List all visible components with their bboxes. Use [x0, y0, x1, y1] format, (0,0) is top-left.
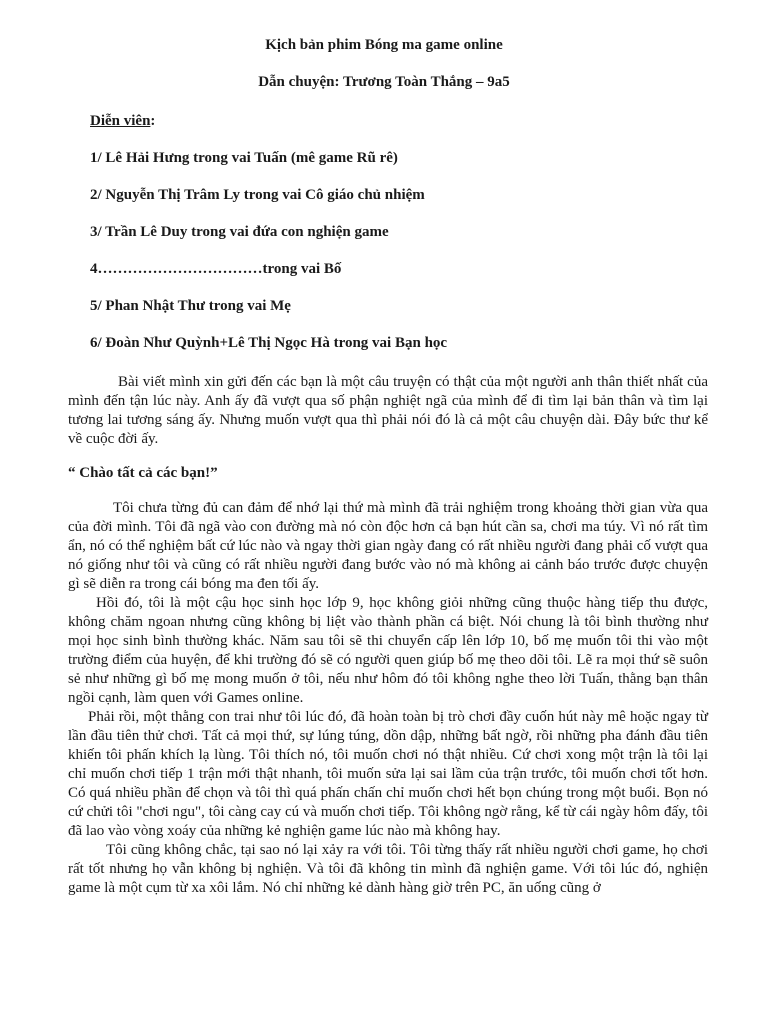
- story-paragraph: Tôi chưa từng đủ can đảm để nhớ lại thứ mà mình đã trải nghiệm trong khoảng thời gian vừa qua của đời mình. Tôi đã ngã vào con đường mà nó còn độc hơn cả bạn hút cần sa, chơi ma túy. Vì nó rất tìm ẩn, nó có thể nghiệm bất cứ lúc nào và ngay thời gian ngày đang có rất nhiều người đang phải cố vượt qua nó giống như tôi và cũng có rất nhiều người đang bước vào nó mà không ai cảnh báo trước được chuyện gì sẽ diễn ra trong cái bóng ma đen tối ấy.: [68, 500, 708, 592]
- cast-item: 5/ Phan Nhật Thư trong vai Mẹ: [90, 298, 291, 314]
- cast-heading: [90, 112, 155, 131]
- intro-paragraph: Bài viết mình xin gửi đến các bạn là một câu truyện có thật của một người anh thân thiết nhất của mình đến tận lúc này. Anh ấy đã vượt qua số phận nghiệt ngã của mình để đi tìm lại bản thân và tìm lại tương lai tương sáng ấy. Nhưng muốn vượt qua thì phải nói đó là cả một câu chuyện dài. Đây bức thư kể về cuộc đời ấy.: [68, 374, 708, 447]
- cast-item: 6/ Đoàn Như Quỳnh+Lê Thị Ngọc Hà trong vai Bạn học: [90, 335, 448, 351]
- story-body: [68, 373, 708, 898]
- cast-item: 4……………………………trong vai Bố: [90, 261, 342, 277]
- cast-list: [90, 149, 447, 371]
- document-title: Kịch bản phim Bóng ma game online: [265, 37, 503, 53]
- cast-item: 2/ Nguyễn Thị Trâm Ly trong vai Cô giáo chủ nhiệm: [90, 187, 425, 203]
- greeting-line: “ Chào tất cả các bạn!”: [68, 465, 218, 481]
- cast-item: 1/ Lê Hải Hưng trong vai Tuấn (mê game Rũ rê): [90, 150, 398, 166]
- story-paragraph: Hồi đó, tôi là một cậu học sinh học lớp 9, học không giỏi những cũng thuộc hàng tiếp thu được, không chăm ngoan nhưng cũng không bị liệt vào thành phần cá biệt. Nói chung là tôi bình thường như mọi học sinh bình thường khác. Năm sau tôi sẽ thi chuyển cấp lên lớp 10, bố mẹ muốn tôi thi vào một trường điểm của huyện, để khi trường đó sẽ có người quen giúp bố mẹ theo dõi tôi. Lẽ ra mọi thứ sẽ suôn sẻ như những gì bố mẹ mong muốn ở tôi, nếu như hôm đó tôi không nghe theo lời Tuấn, thằng bạn thân ngồi cạnh, làm quen với Games online.: [68, 595, 708, 706]
- cast-item: 3/ Trần Lê Duy trong vai đứa con nghiện game: [90, 224, 389, 240]
- document-subtitle: Dẫn chuyện: Trương Toàn Thắng – 9a5: [258, 74, 510, 90]
- cast-heading-colon: :: [150, 113, 156, 129]
- cast-heading-label: Diễn viên: [90, 113, 151, 129]
- story-paragraph: Tôi cũng không chắc, tại sao nó lại xảy ra với tôi. Tôi từng thấy rất nhiều người chơi game, họ chơi rất tốt nhưng họ vẫn không bị nghiện. Và tôi đã không tin mình đã nghiện game. Với tôi lúc đó, nghiện game là một cụm từ xa xôi lắm. Nó chỉ những kẻ dành hàng giờ trên PC, ăn uống cũng ở: [68, 842, 708, 896]
- story-paragraph: Phải rồi, một thằng con trai như tôi lúc đó, đã hoàn toàn bị trò chơi đầy cuốn hút này mê hoặc ngay từ lần đầu tiên thử chơi. Tất cả mọi thứ, sự lúng túng, dồn dập, những bất ngờ, rồi những pha đánh đầu tiên khiến tôi phấn khích lạ lùng. Tôi thích nó, tôi muốn chơi nó thật nhiều. Cứ chơi xong một trận là tôi lại chỉ muốn chơi tiếp 1 trận mới thật nhanh, tôi muốn sửa lại sai lầm của trận trước, tôi muốn chơi tốt hơn. Có quá nhiều phần để chọn và tôi thì quá phấn chấn chỉ muốn chơi hết bọn chúng trong một buổi. Bọn nó cứ chửi tôi "chơi ngu", tôi càng cay cú và muốn chơi tiếp. Tôi không ngờ rằng, kể từ cái ngày hôm đấy, tôi đã lao vào vòng xoáy của những kẻ nghiện game lúc nào mà không hay.: [68, 709, 708, 839]
